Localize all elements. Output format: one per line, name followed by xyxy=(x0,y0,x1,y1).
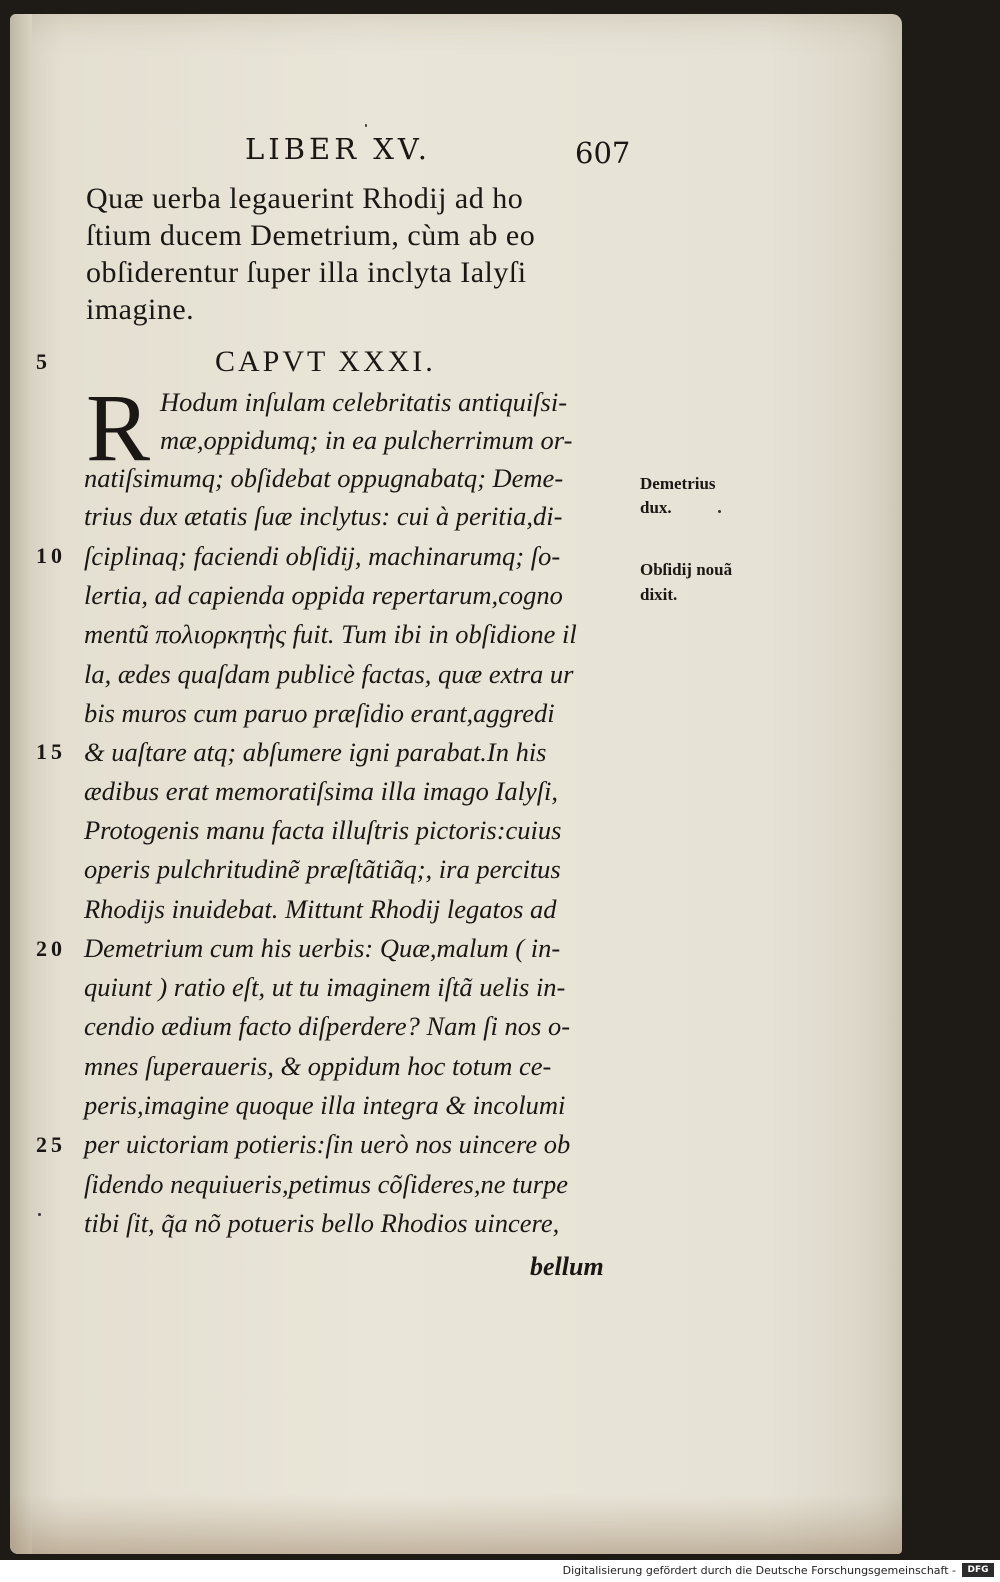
summary-line: Quæ uerba legauerint Rhodij ad ho xyxy=(86,182,524,215)
page-number: 607 xyxy=(575,136,631,170)
line-number: 5 xyxy=(36,349,51,374)
body-line: la, ædes quaſdam publicè factas, quæ extra ur xyxy=(84,659,574,689)
body-line: cendio ædium facto diſperdere? Nam ſi nos o- xyxy=(84,1011,571,1041)
body-line: tibi ſit, q̃a nõ potueris bello Rhodios uincere, xyxy=(84,1208,560,1238)
body-line: quiunt ) ratio eſt, ut tu imaginem iſtã uelis in- xyxy=(84,972,566,1002)
dfg-logo: DFG xyxy=(962,1563,994,1577)
body-line: per uictoriam potieris:ſin uerò nos uincere ob xyxy=(84,1129,571,1159)
body-line: bis muros cum paruo præſidio erant,aggredi xyxy=(84,698,555,728)
body-line: ſidendo nequiueris,petimus cõſideres,ne turpe xyxy=(84,1169,569,1199)
body-line: mnes ſuperaueris, & oppidum hoc totum ce- xyxy=(84,1051,552,1081)
body-line: Protogenis manu facta illuſtris pictoris:cuius xyxy=(84,815,562,845)
ink-speck xyxy=(38,1213,41,1216)
body-line: Rhodijs inuidebat. Mittunt Rhodij legatos ad xyxy=(84,894,557,924)
marginal-note-line: Obſidij nouã xyxy=(640,560,733,579)
catchword: bellum xyxy=(530,1252,604,1281)
marginal-note-line: dux. xyxy=(640,498,672,517)
body-line: Demetrium cum his uerbis: Quæ,malum ( in- xyxy=(84,933,561,963)
summary-line: ſtium ducem Demetrium, cùm ab eo xyxy=(86,219,536,252)
body-line: peris,imagine quoque illa integra & incolumi xyxy=(84,1090,566,1120)
ink-speck xyxy=(365,124,367,127)
body-line: Hodum inſulam celebritatis antiquiſsi- xyxy=(160,387,568,417)
running-head: LIBER XV. xyxy=(245,132,431,166)
body-line: ædibus erat memoratiſsima illa imago Ialyſi, xyxy=(84,776,559,806)
body-line: trius dux ætatis ſuæ inclytus: cui à peritia,di- xyxy=(84,501,563,531)
summary-line: imagine. xyxy=(86,293,195,326)
footer-credit: Digitalisierung gefördert durch die Deutsche Forschungsgemeinschaft - xyxy=(562,1564,956,1577)
body-line: ſciplinaq; faciendi obſidij, machinarumq; ſo- xyxy=(84,541,561,571)
body-line: natiſsimumq; obſidebat oppugnabatq; Deme- xyxy=(84,463,564,493)
line-number: 25 xyxy=(36,1132,66,1157)
marginal-note-line: dixit. xyxy=(640,585,678,604)
line-number: 10 xyxy=(36,543,66,568)
body-line: & uaſtare atq; abſumere igni parabat.In his xyxy=(84,737,547,767)
summary-line: obſiderentur ſuper illa inclyta Ialyſi xyxy=(86,256,527,289)
page-gutter-shadow xyxy=(10,14,32,1554)
line-number: 15 xyxy=(36,739,66,764)
body-line: lertia, ad capienda oppida repertarum,cogno xyxy=(84,580,563,610)
page-bottom-stain xyxy=(10,1494,902,1554)
drop-capital: R xyxy=(86,374,151,481)
body-line: operis pulchritudinẽ præſtãtiãq;, ira percitus xyxy=(84,854,561,884)
chapter-heading: CAPVT XXXI. xyxy=(215,345,436,378)
body-line: mæ,oppidumq; in ea pulcherrimum or- xyxy=(160,425,573,455)
marginal-note-line: Demetrius xyxy=(640,474,716,493)
line-number: 20 xyxy=(36,936,66,961)
body-line: mentũ πολιορκητὴς fuit. Tum ibi in obſidione il xyxy=(84,619,577,649)
ink-speck xyxy=(718,510,721,513)
